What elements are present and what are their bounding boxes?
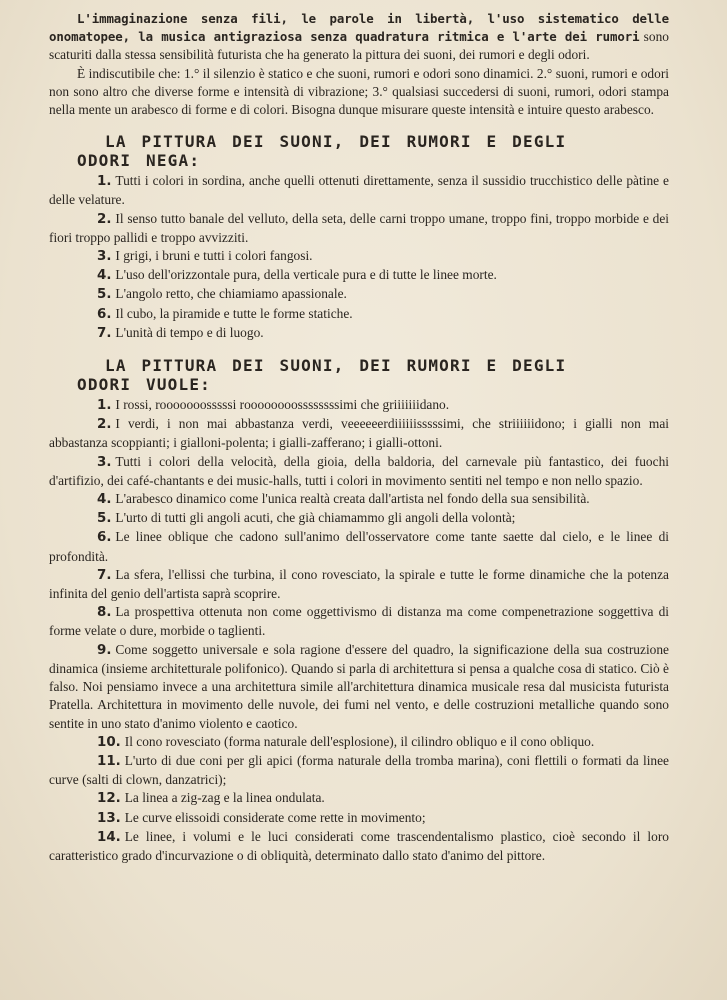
list-item — [49, 733, 669, 752]
list-item — [49, 752, 669, 789]
item-number: 1. — [97, 174, 112, 190]
nega-list — [49, 172, 669, 343]
item-text: La prospettiva ottenuta non come oggettivismo di distanza ma come compenetrazione soggettiva di forme velate o dure, morbide o taglienti. — [49, 604, 669, 639]
list-item — [49, 266, 669, 285]
item-text: Le curve elissoidi considerate come rette in movimento; — [124, 809, 426, 825]
section-title-nega — [49, 133, 669, 170]
item-number: 6. — [97, 530, 112, 546]
item-text: Le linee oblique che cadono sull'animo dell'osservatore come tante saette dal cielo, e le linee di profondità. — [49, 529, 669, 564]
item-text: L'arabesco dinamico come l'unica realtà creata dall'artista nel fondo della sua sensibilità. — [115, 491, 590, 507]
list-item — [49, 247, 669, 266]
item-number: 5. — [97, 511, 112, 527]
item-text: Il cubo, la piramide e tutte le forme statiche. — [115, 305, 353, 321]
section-title-vuole-line2: ODORI VUOLE: — [77, 374, 211, 394]
list-item — [49, 210, 669, 247]
list-item — [49, 415, 669, 452]
item-text: L'unità di tempo e di luogo. — [115, 324, 264, 340]
item-text: Le linee, i volumi e le luci considerati come trascendentalismo plastico, cioè secondo il loro caratteristico grado d'incurvazione o di obliquità, determinato dallo stato d'animo del pittore. — [49, 828, 669, 863]
item-text: Il senso tutto banale del velluto, della seta, delle carni troppo umane, troppo fini, troppo morbide e dei fiori troppo pallidi e troppo avvizziti. — [49, 210, 669, 245]
list-item — [49, 453, 669, 490]
item-text: I grigi, i bruni e tutti i colori fangosi. — [115, 248, 313, 264]
item-number: 10. — [97, 734, 121, 750]
section-title-vuole-line1: LA PITTURA DEI SUONI, DEI RUMORI E DEGLI — [105, 356, 567, 376]
item-number: 7. — [97, 567, 112, 583]
item-number: 3. — [97, 454, 112, 470]
intro-text: sono scaturiti dalla stessa sensibilità futurista che ha generato la pittura dei suoni, dei rumori e degli odori. — [49, 29, 669, 63]
list-item — [49, 172, 669, 209]
item-text: I verdi, i non mai abbastanza verdi, veeeeeerdiiiiiisssssimi, che striiiiiidono; i gialli non mai abbastanza scoppianti; i gialloni-polenta; i gialli-zafferano; i gialli-ottoni. — [49, 416, 669, 451]
list-item — [49, 809, 669, 828]
list-item — [49, 528, 669, 565]
item-number: 2. — [97, 417, 112, 433]
list-item — [49, 305, 669, 324]
item-number: 11. — [97, 753, 121, 769]
intro-bold-text: L'immaginazione senza fili, le parole in libertà, l'uso sistematico delle onomatopee, la musica antigraziosa senza quadratura ritmica e l'arte dei rumori — [49, 11, 669, 45]
section-title-nega-line1: LA PITTURA DEI SUONI, DEI RUMORI E DEGLI — [105, 132, 567, 152]
list-item — [49, 490, 669, 509]
item-number: 12. — [97, 791, 121, 807]
item-number: 1. — [97, 398, 112, 414]
list-item — [49, 509, 669, 528]
item-number: 3. — [97, 249, 112, 265]
item-text: Tutti i colori in sordina, anche quelli ottenuti direttamente, senza il sussidio trucchistico delle pàtine e delle velature. — [49, 173, 669, 208]
section-title-vuole — [49, 357, 669, 394]
item-number: 14. — [97, 829, 121, 845]
list-item — [49, 828, 669, 865]
item-text: L'urto di tutti gli angoli acuti, che già chiamammo gli angoli della volontà; — [115, 510, 516, 526]
item-number: 2. — [97, 211, 112, 227]
intro-paragraph-1 — [49, 10, 669, 65]
item-text: La linea a zig-zag e la linea ondulata. — [124, 790, 325, 806]
section-title-nega-line2: ODORI NEGA: — [77, 150, 201, 170]
item-text: L'uso dell'orizzontale pura, della verticale pura e di tutte le linee morte. — [115, 267, 497, 283]
item-text: Il cono rovesciato (forma naturale dell'esplosione), il cilindro obliquo e il cono obliquo. — [124, 733, 595, 749]
list-item — [49, 566, 669, 603]
item-text: I rossi, rooooooosssssi roooooooossssssssimi che griiiiiiidano. — [115, 397, 450, 413]
list-item — [49, 396, 669, 415]
vuole-list — [49, 396, 669, 865]
list-item — [49, 285, 669, 304]
list-item — [49, 603, 669, 640]
item-number: 8. — [97, 605, 112, 621]
item-text: L'urto di due coni per gli apici (forma naturale della tromba marina), coni flettili o formati da linee curve (salti di clown, danzatrici); — [49, 752, 669, 788]
item-text: L'angolo retto, che chiamiamo apassionale. — [115, 286, 347, 302]
item-number: 4. — [97, 492, 112, 508]
item-number: 6. — [97, 306, 112, 322]
list-item — [49, 641, 669, 733]
item-text: Come soggetto universale e sola ragione d'essere del quadro, la significazione della sua costruzione dinamica (insieme architetturale polifonico). Quando si parla di architettura si pensa a qualche cosa di statico. Ciò è falso. Noi pensiamo invece a una architettura simile all'architettura dinamica musicale resa dal musicista futurista Pratella. Architettura in movimento delle nuvole, dei fumi nel vento, e delle costruzioni metalliche quando sono sentite in uno stato d'animo violento e caotico. — [49, 641, 669, 731]
item-text: Tutti i colori della velocità, della gioia, della baldoria, del carnevale più fantastico, dei fuochi d'artifizio, dei café-chantants e dei music-halls, tutti i colori in movimento sentiti nel tempo e non nello spazio. — [49, 453, 669, 488]
item-number: 9. — [97, 642, 112, 658]
list-item — [49, 324, 669, 343]
item-number: 4. — [97, 268, 112, 284]
item-number: 7. — [97, 325, 112, 341]
intro-paragraph-2: È indiscutibile che: 1.° il silenzio è statico e che suoni, rumori e odori sono dinamici. 2.° suoni, rumori e odori non sono altro che diverse forme e intensità di vibrazione; 3.° qualsiasi succedersi di suoni, rumori, odori stampa nella mente un arabesco di forme e di colori. Bisogna dunque misurare queste intensità e intuire questo arabesco. — [49, 65, 669, 118]
item-text: La sfera, l'ellissi che turbina, il cono rovesciato, la spirale e tutte le forme dinamiche che la potenza infinita del genio dell'artista saprà scoprire. — [49, 566, 669, 602]
list-item — [49, 789, 669, 808]
item-number: 5. — [97, 287, 112, 303]
item-number: 13. — [97, 810, 121, 826]
